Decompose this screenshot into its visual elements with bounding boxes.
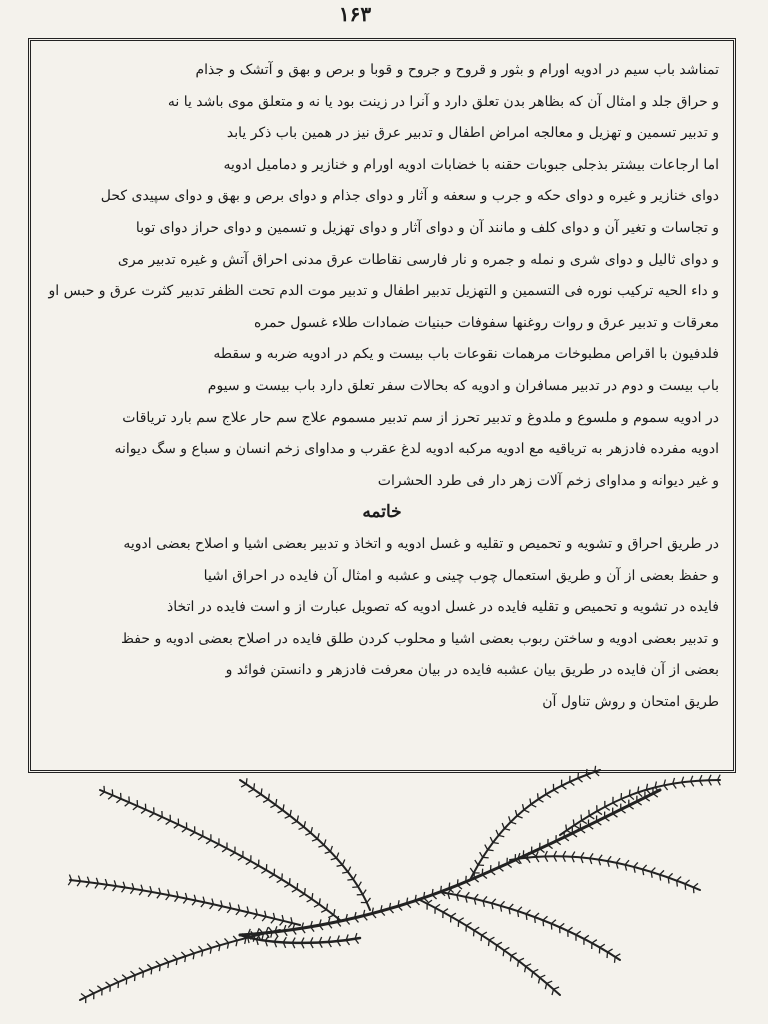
- leaf-stroke: [509, 904, 513, 908]
- leaf-stroke: [147, 964, 151, 968]
- leaf-stroke: [518, 907, 522, 911]
- leaf-stroke: [283, 804, 284, 810]
- leaf-stroke: [246, 861, 251, 864]
- leaf-stroke: [254, 783, 255, 789]
- leaf-stroke: [502, 823, 504, 829]
- leaf-stroke: [660, 870, 664, 874]
- leaf-stroke: [256, 794, 261, 797]
- leaf-stroke: [225, 938, 229, 942]
- leaf-stroke: [353, 874, 356, 879]
- leaf-stroke: [190, 832, 195, 836]
- leaf-stroke: [328, 915, 333, 918]
- leaf-stroke: [321, 910, 326, 913]
- leaf-stroke: [276, 799, 277, 805]
- leaf-stroke: [288, 923, 292, 928]
- leaf-stroke: [342, 872, 348, 873]
- leaf-stroke: [548, 845, 553, 849]
- leaf-stroke: [254, 866, 259, 869]
- leaf-stroke: [496, 945, 497, 951]
- leaf-stroke: [466, 922, 471, 925]
- leaf-stroke: [337, 853, 339, 859]
- leaf-stroke: [218, 906, 222, 911]
- text-line: در طریق احراق و تشویه و تحمیص و تقلیه و غسل ادویه و اتخاذ و تدبیر بعضی اشیا و اصلاح بعضی ادویه: [123, 535, 719, 552]
- leaf-stroke: [324, 839, 326, 845]
- leaf-stroke: [459, 918, 464, 921]
- leaf-stroke: [500, 901, 504, 905]
- leaf-stroke: [625, 860, 629, 865]
- leaf-stroke: [342, 859, 344, 865]
- leaf-stroke: [305, 888, 306, 894]
- text-line: فلدفیون با اقراص مطبوخات مرهمات نقوعات باب بیست و یکم در ادویه ضربه و سقطه: [213, 346, 719, 363]
- leaf-stroke: [133, 806, 138, 810]
- leaf-stroke: [173, 955, 177, 959]
- leaf-stroke: [166, 821, 171, 825]
- text-line: باب بیست و دوم در تدبیر مسافران و ادویه که بحالات سفر تعلق دارد باب بیست و سیوم: [207, 377, 719, 394]
- leaf-stroke: [551, 920, 556, 924]
- leaf-stroke: [493, 842, 499, 843]
- leaf-stroke: [646, 790, 650, 794]
- page-number: ۱۶۳: [338, 2, 372, 26]
- text-line: اما ارجاعات بیشتر بذجلی جبوبات حقنه با خضابات ادویه اورام و خنازیر و دمامیل ادویه: [223, 156, 719, 173]
- leaf-stroke: [660, 875, 661, 881]
- leaf-stroke: [621, 799, 626, 803]
- leaf-stroke: [192, 901, 196, 906]
- leaf-stroke: [432, 889, 433, 895]
- leaf-stroke: [474, 930, 475, 936]
- leaf-stroke: [595, 766, 596, 772]
- leaf-stroke: [314, 904, 319, 907]
- leaf-stroke: [547, 981, 553, 983]
- leaf-stroke: [183, 899, 187, 904]
- leaf-stroke: [227, 908, 231, 913]
- leaf-stroke: [201, 902, 205, 907]
- leaf-stroke: [566, 824, 567, 830]
- leaf-stroke: [269, 875, 274, 878]
- leaf-stroke: [181, 952, 185, 956]
- leaf-stroke: [435, 904, 440, 907]
- leaf-stroke: [540, 849, 545, 853]
- leaf-stroke: [481, 935, 482, 941]
- text-line: و غیر دیوانه و مداوای زخم آلات زهر دار فی طرد الحشرات: [377, 472, 719, 489]
- leaf-stroke: [564, 837, 569, 841]
- leaf-stroke: [535, 917, 536, 923]
- leaf-stroke: [261, 870, 266, 873]
- leaf-stroke: [531, 804, 536, 807]
- leaf-stroke: [325, 852, 331, 854]
- leaf-stroke: [114, 978, 119, 982]
- leaf-stroke: [518, 911, 519, 917]
- text-line: و حفظ بعضی از آن و طریق استعمال چوب چینی و عشبه و امثال آن فایده در احراق اشیا: [203, 567, 719, 584]
- leaf-stroke: [245, 912, 249, 917]
- leaf-stroke: [268, 794, 269, 800]
- leaf-stroke: [597, 811, 602, 814]
- leaf-stroke: [600, 944, 605, 947]
- leaf-stroke: [89, 990, 94, 994]
- leaf-stroke: [139, 968, 144, 972]
- section-heading: خاتمه: [362, 502, 402, 523]
- leaf-stroke: [523, 804, 524, 810]
- leaf-stroke: [510, 956, 511, 962]
- leaf-stroke: [543, 916, 547, 920]
- leaf-stroke: [475, 860, 478, 865]
- leaf-stroke: [538, 799, 543, 802]
- leaf-stroke: [319, 898, 320, 904]
- leaf-stroke: [443, 909, 448, 912]
- leaf-stroke: [538, 793, 539, 799]
- leaf-stroke: [526, 910, 530, 914]
- leaf-stroke: [292, 889, 297, 892]
- leaf-stroke: [533, 969, 538, 971]
- leaf-stroke: [312, 839, 318, 841]
- leaf-stroke: [490, 837, 493, 842]
- leaf-stroke: [586, 769, 587, 775]
- leaf-stroke: [553, 987, 559, 989]
- leaf-stroke: [615, 957, 616, 963]
- leaf-stroke: [509, 816, 511, 822]
- leaf-stroke: [685, 880, 690, 884]
- leaf-stroke: [238, 857, 243, 860]
- leaf-stroke: [292, 821, 297, 823]
- leaf-stroke: [511, 822, 517, 824]
- text-line: و تدبیر بعضی ادویه و ساختن ربوب بعضی اشیا و محلوب کردن طلق فایده در اصلاح بعضی ادویه و حفظ: [120, 630, 719, 647]
- leaf-stroke: [214, 844, 219, 848]
- leaf-stroke: [552, 989, 553, 995]
- text-line: طریق امتحان و روش تناول آن: [542, 693, 719, 710]
- leaf-stroke: [643, 865, 647, 869]
- leaf-stroke: [81, 994, 86, 998]
- leaf-stroke: [693, 883, 698, 887]
- leaf-stroke: [582, 821, 587, 824]
- leaf-stroke: [530, 798, 531, 804]
- leaf-stroke: [262, 917, 266, 922]
- leaf-stroke: [299, 827, 305, 829]
- leaf-stroke: [297, 815, 298, 821]
- leaf-stroke: [567, 830, 572, 833]
- leaf-stroke: [584, 935, 589, 938]
- text-line: و حراق جلد و امثال آن که بظاهر بدن تعلق دارد و آنرا در زینت بود یا نه و متعلق موی باشد یا نه: [167, 93, 719, 110]
- leaf-stroke: [595, 772, 599, 776]
- leaf-stroke: [616, 858, 620, 863]
- leaf-stroke: [277, 879, 282, 882]
- manuscript-text: [45, 55, 719, 718]
- leaf-stroke: [474, 894, 478, 899]
- leaf-stroke: [130, 971, 135, 975]
- text-line: فایده در تشویه و تحمیص و تقلیه فایده در غسل ادویه که تصویل عبارت از و است فایده در اتخاذ: [167, 599, 719, 616]
- leaf-stroke: [151, 968, 152, 974]
- leaf-stroke: [543, 920, 544, 926]
- leaf-stroke: [149, 813, 154, 817]
- leaf-stroke: [358, 882, 361, 887]
- leaf-stroke: [166, 895, 170, 900]
- leaf-stroke: [526, 914, 527, 920]
- leaf-stroke: [568, 927, 573, 931]
- text-line: بعضی از آن فایده در طریق بیان عشبه فایده در بیان معرفت فادزهر و دانستن فوائد و: [225, 662, 719, 679]
- text-line: دوای خنازیر و غیره و دوای حکه و جرب و سعفه و آثار و دوای جذام و دوای برص و بهق و دوای سپیدی کحل: [100, 188, 719, 205]
- leaf-stroke: [586, 775, 590, 779]
- leaf-stroke: [97, 986, 102, 990]
- leaf-stroke: [685, 884, 686, 890]
- leaf-stroke: [638, 792, 642, 796]
- leaf-stroke: [327, 904, 328, 910]
- leaf-stroke: [581, 815, 582, 821]
- leaf-stroke: [576, 931, 581, 935]
- leaf-stroke: [480, 852, 483, 857]
- leaf-stroke: [199, 946, 203, 950]
- leaf-stroke: [615, 954, 620, 957]
- text-line: در ادویه سموم و ملسوع و ملدوغ و تدبیر تحرز از سم تدبیر مسموم علاج سم حار علاج سم بارد تریاقات: [122, 409, 719, 426]
- leaf-stroke: [312, 893, 313, 899]
- leaf-stroke: [424, 892, 425, 898]
- leaf-stroke: [545, 983, 546, 989]
- leaf-stroke: [347, 879, 353, 880]
- leaf-stroke: [216, 941, 220, 945]
- leaf-stroke: [578, 778, 583, 782]
- text-line: تمناشد باب سیم در ادویه اورام و بثور و قروح و جروح و قوبا و برص و بهق و آتشک و جذام: [195, 62, 719, 78]
- leaf-stroke: [334, 909, 335, 915]
- leaf-stroke: [677, 877, 681, 881]
- text-line: ادویه مفرده فادزهر به تریاقیه مع ادویه مرکبه ادویه لدغ عقرب و مداوای زخم انسان و سباع و سگ دیوانه: [114, 441, 719, 458]
- leaf-stroke: [236, 910, 240, 915]
- leaf-stroke: [122, 975, 127, 979]
- leaf-stroke: [474, 927, 479, 930]
- leaf-stroke: [519, 958, 524, 961]
- leaf-stroke: [492, 899, 496, 903]
- text-line: و دوای ثالیل و دوای شری و نمله و جمره و نار فارسی نقاطات عرق مدنی احراق آتش و غیره تدبیر مری: [117, 251, 719, 268]
- leaf-stroke: [451, 913, 456, 916]
- leaf-stroke: [517, 816, 523, 818]
- leaf-stroke: [284, 884, 289, 887]
- leaf-stroke: [466, 892, 470, 897]
- floral-vine-ornament-icon: [40, 760, 730, 1010]
- leaf-stroke: [515, 810, 517, 816]
- leaf-stroke: [311, 827, 312, 833]
- leaf-stroke: [525, 966, 526, 972]
- leaf-stroke: [668, 878, 669, 884]
- leaf-stroke: [441, 886, 442, 892]
- leaf-stroke: [305, 833, 311, 835]
- leaf-stroke: [677, 881, 678, 887]
- leaf-stroke: [634, 862, 638, 866]
- leaf-stroke: [141, 810, 146, 814]
- leaf-stroke: [176, 959, 177, 965]
- leaf-stroke: [190, 949, 194, 953]
- leaf-stroke: [185, 956, 186, 962]
- leaf-stroke: [261, 788, 262, 794]
- leaf-stroke: [106, 982, 111, 986]
- leaf-stroke: [222, 848, 227, 851]
- leaf-stroke: [100, 792, 105, 796]
- leaf-stroke: [503, 950, 504, 956]
- leaf-stroke: [182, 828, 187, 832]
- leaf-stroke: [540, 975, 546, 977]
- leaf-stroke: [318, 833, 320, 839]
- leaf-stroke: [125, 802, 130, 806]
- leaf-stroke: [580, 829, 585, 833]
- leaf-stroke: [116, 799, 121, 803]
- leaf-stroke: [193, 953, 194, 959]
- leaf-stroke: [297, 883, 298, 889]
- leaf-stroke: [206, 840, 211, 844]
- leaf-stroke: [651, 868, 655, 872]
- leaf-stroke: [572, 833, 577, 837]
- leaf-stroke: [629, 790, 630, 796]
- leaf-stroke: [174, 897, 178, 902]
- text-frame: [28, 38, 736, 773]
- leaf-stroke: [148, 892, 152, 897]
- leaf-stroke: [532, 972, 533, 978]
- leaf-stroke: [496, 830, 498, 836]
- leaf-stroke: [307, 899, 312, 902]
- leaf-stroke: [511, 953, 516, 956]
- leaf-stroke: [504, 947, 509, 950]
- leaf-stroke: [271, 919, 275, 924]
- leaf-stroke: [483, 896, 487, 901]
- leaf-stroke: [157, 817, 162, 821]
- leaf-stroke: [246, 778, 247, 784]
- leaf-stroke: [168, 962, 169, 968]
- leaf-stroke: [363, 890, 366, 895]
- leaf-stroke: [489, 937, 494, 940]
- leaf-stroke: [285, 816, 290, 819]
- leaf-stroke: [637, 802, 642, 806]
- leaf-stroke: [608, 856, 612, 861]
- leaf-stroke: [143, 972, 144, 978]
- leaf-stroke: [278, 810, 283, 813]
- leaf-stroke: [574, 825, 579, 828]
- leaf-stroke: [597, 822, 602, 826]
- text-line: و تدبیر تسمین و تهزیل و معالجه امراض اطفال و تدبیر عرق نیز در همین باب ذکر یابد: [226, 125, 719, 142]
- leaf-stroke: [613, 814, 618, 818]
- leaf-stroke: [318, 845, 324, 847]
- leaf-stroke: [605, 818, 610, 822]
- leaf-stroke: [289, 878, 290, 884]
- leaf-stroke: [241, 784, 246, 787]
- leaf-stroke: [230, 853, 235, 856]
- leaf-stroke: [538, 978, 539, 984]
- leaf-stroke: [330, 846, 332, 852]
- leaf-stroke: [668, 873, 672, 877]
- leaf-stroke: [497, 942, 502, 945]
- leaf-stroke: [108, 795, 113, 799]
- leaf-stroke: [488, 850, 494, 851]
- leaf-stroke: [629, 796, 633, 800]
- leaf-stroke: [352, 887, 358, 888]
- leaf-stroke: [524, 810, 529, 812]
- leaf-stroke: [504, 829, 510, 831]
- leaf-stroke: [556, 841, 561, 845]
- leaf-stroke: [299, 894, 304, 897]
- leaf-stroke: [607, 949, 612, 952]
- leaf-stroke: [645, 798, 650, 802]
- leaf-stroke: [139, 890, 143, 895]
- leaf-stroke: [638, 787, 639, 793]
- leaf-stroke: [253, 914, 257, 919]
- leaf-stroke: [560, 923, 565, 927]
- leaf-stroke: [248, 789, 253, 792]
- leaf-stroke: [348, 867, 351, 872]
- leaf-stroke: [483, 857, 489, 858]
- leaf-stroke: [207, 944, 211, 948]
- leaf-stroke: [526, 964, 531, 967]
- leaf-stroke: [415, 895, 416, 901]
- leaf-stroke: [621, 810, 626, 814]
- leaf-stroke: [605, 807, 610, 810]
- leaf-stroke: [331, 858, 337, 860]
- leaf-stroke: [198, 836, 203, 840]
- leaf-stroke: [535, 913, 539, 917]
- leaf-stroke: [498, 835, 504, 836]
- leaf-stroke: [589, 816, 594, 819]
- leaf-stroke: [653, 794, 658, 798]
- leaf-stroke: [588, 825, 593, 829]
- leaf-stroke: [592, 940, 597, 943]
- leaf-stroke: [573, 819, 574, 825]
- leaf-stroke: [457, 879, 458, 885]
- leaf-stroke: [156, 961, 160, 965]
- leaf-stroke: [160, 965, 161, 971]
- leaf-stroke: [157, 894, 161, 899]
- leaf-stroke: [546, 794, 551, 797]
- text-line: و تجاسات و تغیر آن و دوای کلف و مانند آن و دوای آثار و دوای تهزیل و تسمین و دوای حراز دوای توبا: [135, 219, 719, 236]
- leaf-stroke: [554, 790, 559, 793]
- leaf-stroke: [164, 958, 168, 962]
- leaf-stroke: [280, 921, 284, 926]
- leaf-stroke: [367, 898, 371, 903]
- leaf-stroke: [570, 782, 575, 786]
- leaf-stroke: [562, 786, 567, 790]
- leaf-stroke: [629, 806, 634, 810]
- leaf-stroke: [613, 803, 618, 807]
- leaf-stroke: [263, 800, 268, 803]
- leaf-stroke: [449, 883, 450, 889]
- leaf-stroke: [210, 904, 214, 909]
- leaf-stroke: [174, 825, 179, 829]
- leaf-stroke: [488, 940, 489, 946]
- leaf-stroke: [482, 932, 487, 935]
- leaf-stroke: [290, 810, 291, 816]
- leaf-stroke: [233, 936, 237, 940]
- leaf-stroke: [337, 865, 343, 866]
- text-line: و داء الحیه ترکیب نوره فی التسمین و التهزیل تدبیر اطفال و تدبیر موت الدم تحت الظفر تدبیر کثرت عرق و حبس او: [48, 283, 719, 300]
- text-line: معرقات و تدبیر عرق و روات روغنها سفوفات حبنیات ضمادات طلاء غسول حمره: [253, 314, 719, 331]
- leaf-stroke: [532, 853, 537, 857]
- leaf-stroke: [485, 845, 488, 850]
- leaf-stroke: [304, 821, 305, 827]
- leaf-stroke: [470, 868, 473, 873]
- leaf-stroke: [457, 890, 461, 895]
- leaf-stroke: [518, 961, 519, 967]
- leaf-stroke: [270, 805, 275, 808]
